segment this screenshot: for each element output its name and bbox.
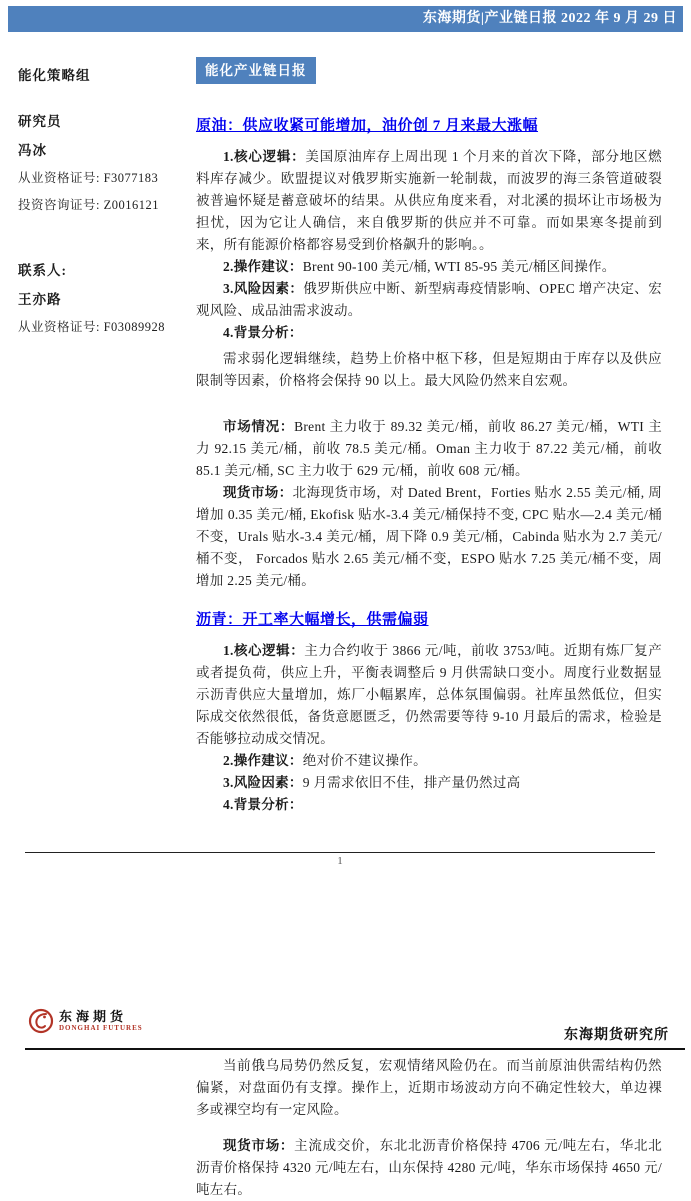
bitumen-background-label: 4.背景分析： [223, 797, 303, 812]
bitumen-core-logic-paragraph [196, 640, 662, 750]
bitumen-risk-factor-text: 9 月需求依旧不佳，排产量仍然过高 [302, 775, 521, 790]
bitumen-operation-advice-paragraph [196, 750, 662, 772]
bitumen-operation-advice-label: 2.操作建议： [223, 753, 303, 768]
logo-text-en: DONGHAI FUTURES [59, 1024, 143, 1032]
page-footer-divider [25, 852, 655, 853]
crude-market-paragraph [196, 416, 662, 482]
page-number: 1 [337, 855, 343, 867]
crude-core-logic-paragraph [196, 146, 662, 256]
crude-spot-text: 北海现货市场，对 Dated Brent，Forties 贴水 2.55 美元/桶, 周增加 0.35 美元/桶, Ekofisk 贴水-3.4 美元/桶保持不变, CPC 贴水—2.4 美元/桶不变，Urals 贴水-3.4 美元/桶，周下降 0.9 美元/桶，Cabinda 贴水为 2.7 美元/桶不变， Forcados 贴水 2.65 美元/桶不变，ESPO 贴水 7.25 美元/桶不变，周增加 2.25 美元/桶。 [196, 485, 663, 588]
page2-header [25, 1004, 685, 1050]
crude-background-text: 需求弱化逻辑继续，趋势上价格中枢下移，但是短期由于库存以及供应限制等因素，价格将会保持 90 以上。最大风险仍然来自宏观。 [196, 351, 662, 388]
crude-risk-factor-paragraph [196, 278, 662, 322]
logo-text-cn: 东海期货 [59, 1009, 128, 1024]
research-institute-title: 东海期货研究所 [564, 1028, 669, 1043]
bitumen-spot-paragraph [196, 1135, 662, 1201]
crude-core-logic-label: 1.核心逻辑： [223, 149, 306, 164]
report-type-badge: 能化产业链日报 [196, 57, 316, 84]
crude-market-text: Brent 主力收于 89.32 美元/桶，前收 86.27 美元/桶，WTI 主力 92.15 美元/桶，前收 78.5 美元/桶。Oman 主力收于 87.22 美元/桶，前收 85.1 美元/桶, SC 主力收于 629 元/桶，前收 608 元/桶。 [196, 419, 662, 478]
crude-spot-label: 现货市场： [223, 485, 293, 500]
logo-text [59, 1009, 143, 1033]
crude-operation-advice-label: 2.操作建议： [223, 259, 303, 274]
crude-risk-factor-text: 俄罗斯供应中断、新型病毒疫情影响、OPEC 增产决定、宏观风险、成品油需求波动。 [196, 281, 662, 318]
donghai-futures-logo [28, 1008, 143, 1034]
bitumen-risk-factor-paragraph [196, 772, 662, 794]
crude-risk-factor-label: 3.风险因素： [223, 281, 304, 296]
donghai-logo-icon [28, 1008, 54, 1034]
bitumen-background-heading [196, 794, 662, 816]
bitumen-core-logic-label: 1.核心逻辑： [223, 643, 305, 658]
page2-body [196, 1051, 662, 1201]
sidebar [18, 64, 188, 335]
bitumen-background-continuation: 当前俄乌局势仍然反复，宏观情绪风险仍在。而当前原油供需结构仍然偏紧，对盘面仍有支撑。操作上，近期市场波动方向不确定性较大，单边裸多或裸空均有一定风险。 [196, 1058, 662, 1117]
researcher-name: 冯冰 [18, 143, 47, 158]
strategy-group-title: 能化策略组 [18, 68, 91, 83]
researcher-advisory-cert: 投资咨询证号: Z0016121 [18, 198, 159, 212]
bitumen-core-logic-text: 主力合约收于 3866 元/吨，前收 3753/吨。近期有炼厂复产或者提负荷，供应上升，平衡表调整后 9 月供需缺口变小。周度行业数据显示沥青供应大量增加，炼厂小幅累库，总体氛围偏弱。社库虽然低位，但实际成交依然很低，备货意愿匮乏，仍然需要等待 9-10 月最后的需求，检验是否能够拉动成交情况。 [196, 643, 662, 746]
researcher-practice-cert: 从业资格证号: F3077183 [18, 171, 159, 185]
bitumen-spot-text: 主流成交价，东北北沥青价格保持 4706 元/吨左右，华北北沥青价格保持 4320 元/吨左右，山东保持 4280 元/吨，华东市场保持 4650 元/吨左右。 [196, 1138, 663, 1197]
bitumen-risk-factor-label: 3.风险因素： [223, 775, 303, 790]
crude-background-heading [196, 322, 662, 344]
report-body [196, 57, 662, 816]
crude-operation-advice-text: Brent 90-100 美元/桶, WTI 85-95 美元/桶区间操作。 [302, 259, 616, 274]
contact-practice-cert: 从业资格证号: F03089928 [18, 320, 166, 334]
crude-operation-advice-paragraph [196, 256, 662, 278]
contact-label: 联系人: [18, 263, 67, 278]
crude-market-label: 市场情况： [223, 419, 295, 434]
report-header-bar: 东海期货|产业链日报 2022 年 9 月 29 日 [8, 6, 683, 32]
section-title-bitumen[interactable]: 沥青：开工率大幅增长，供需偏弱 [196, 612, 429, 628]
crude-background-label: 4.背景分析： [223, 325, 303, 340]
researcher-label: 研究员 [18, 114, 62, 129]
bitumen-spot-label: 现货市场： [223, 1138, 295, 1153]
section-title-crude-oil[interactable]: 原油：供应收紧可能增加，油价创 7 月来最大涨幅 [196, 118, 539, 134]
bitumen-operation-advice-text: 绝对价不建议操作。 [302, 753, 427, 768]
crude-core-logic-text: 美国原油库存上周出现 1 个月来的首次下降，部分地区燃料库存减少。欧盟提议对俄罗斯实施新一轮制裁，而波罗的海三条管道破裂被普遍怀疑是蓄意破坏的结果。从供应角度来看，对北溪的损坏让市场极为担忧，因为它让人确信，来自俄罗斯的供应并不可靠。而如果寒冬提前到来，所有能源价格都容易受到价格飙升的影响。。 [196, 149, 662, 252]
crude-spot-paragraph [196, 482, 662, 592]
contact-name: 王亦路 [18, 292, 62, 307]
